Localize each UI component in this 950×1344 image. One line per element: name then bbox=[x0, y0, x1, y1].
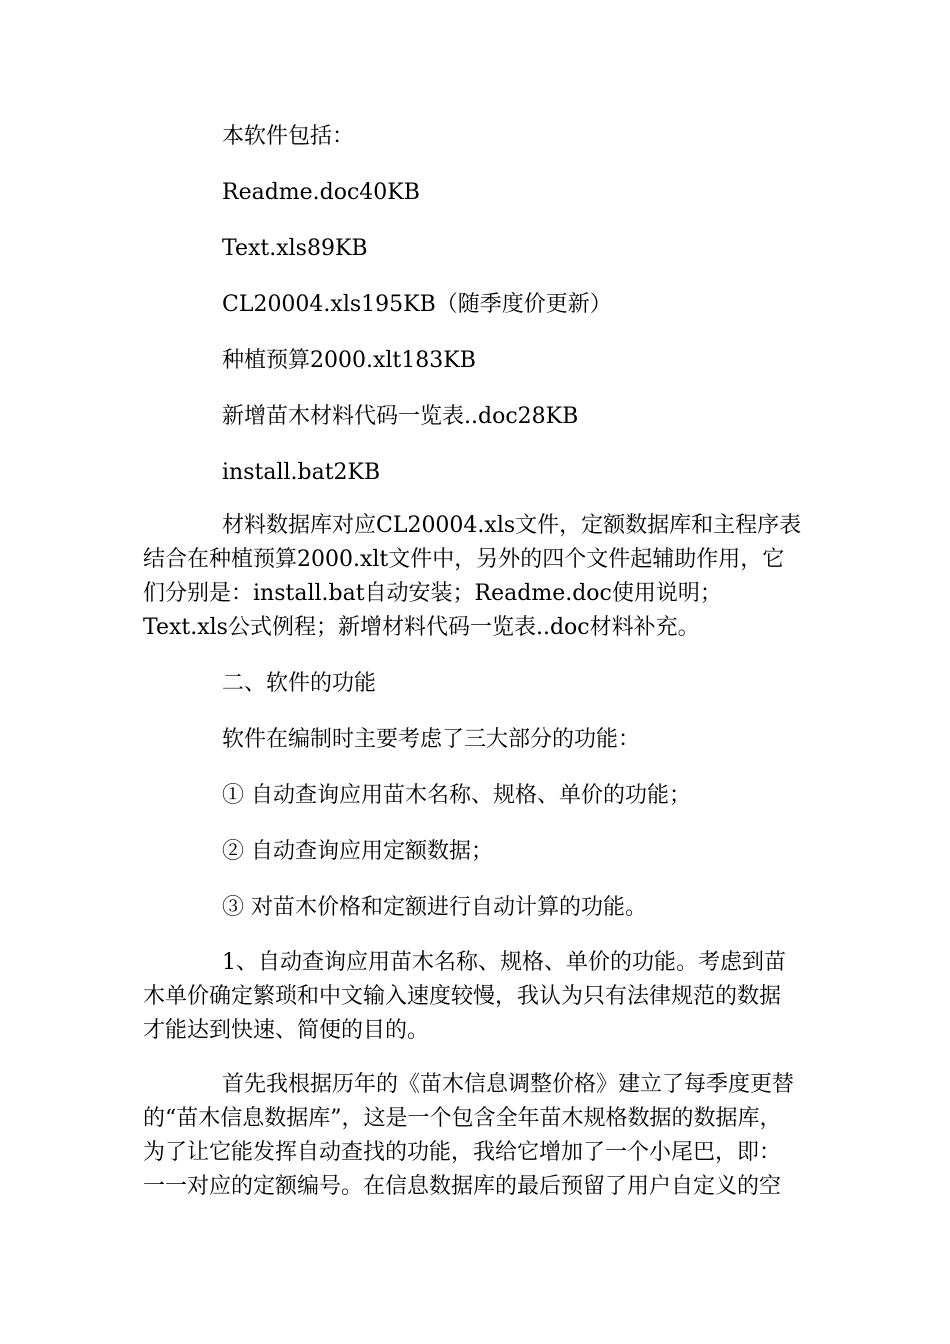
file-item-material-list: 新增苗木材料代码一览表..doc28KB bbox=[222, 404, 579, 429]
file-item-readme: Readme.doc40KB bbox=[222, 180, 420, 205]
file-item-install: install.bat2KB bbox=[222, 460, 381, 485]
paragraph-line: 们分别是：install.bat自动安装；Readme.doc使用说明； bbox=[143, 581, 722, 606]
file-item-cl20004: CL20004.xls195KB（随季度价更新） bbox=[222, 292, 612, 317]
file-item-template: 种植预算2000.xlt183KB bbox=[222, 348, 476, 373]
paragraph-line: 木单价确定繁琐和中文输入速度较慢，我认为只有法律规范的数据 bbox=[143, 984, 782, 1009]
function-item-3: ③ 对苗木价格和定额进行自动计算的功能。 bbox=[222, 895, 647, 920]
function-item-2: ② 自动查询应用定额数据； bbox=[222, 839, 493, 864]
functions-intro: 软件在编制时主要考虑了三大部分的功能： bbox=[222, 727, 641, 752]
function-detail-paragraph bbox=[143, 946, 803, 1048]
paragraph-line: 材料数据库对应CL20004.xls文件，定额数据库和主程序表 bbox=[222, 513, 802, 538]
section-heading: 二、软件的功能 bbox=[222, 671, 377, 696]
paragraph-line: 结合在种植预算2000.xlt文件中，另外的四个文件起辅助作用，它 bbox=[143, 547, 785, 572]
database-paragraph bbox=[143, 1068, 803, 1204]
paragraph-line: 才能达到快速、简便的目的。 bbox=[143, 1018, 430, 1043]
paragraph-line: Text.xls公式例程；新增材料代码一览表..doc材料补充。 bbox=[143, 615, 700, 640]
paragraph-line: 一一对应的定额编号。在信息数据库的最后预留了用户自定义的空 bbox=[143, 1174, 782, 1199]
file-item-text: Text.xls89KB bbox=[222, 236, 368, 261]
paragraph-line: 的“苗木信息数据库”，这是一个包含全年苗木规格数据的数据库， bbox=[143, 1106, 782, 1131]
includes-heading: 本软件包括： bbox=[222, 124, 355, 149]
paragraph-line: 1、自动查询应用苗木名称、规格、单价的功能。考虑到苗 bbox=[222, 950, 786, 975]
paragraph-line: 为了让它能发挥自动查找的功能，我给它增加了一个小尾巴，即： bbox=[143, 1140, 782, 1165]
files-description-paragraph bbox=[143, 509, 803, 645]
function-item-1: ① 自动查询应用苗木名称、规格、单价的功能； bbox=[222, 783, 691, 808]
paragraph-line: 首先我根据历年的《苗木信息调整价格》建立了每季度更替 bbox=[222, 1072, 795, 1097]
